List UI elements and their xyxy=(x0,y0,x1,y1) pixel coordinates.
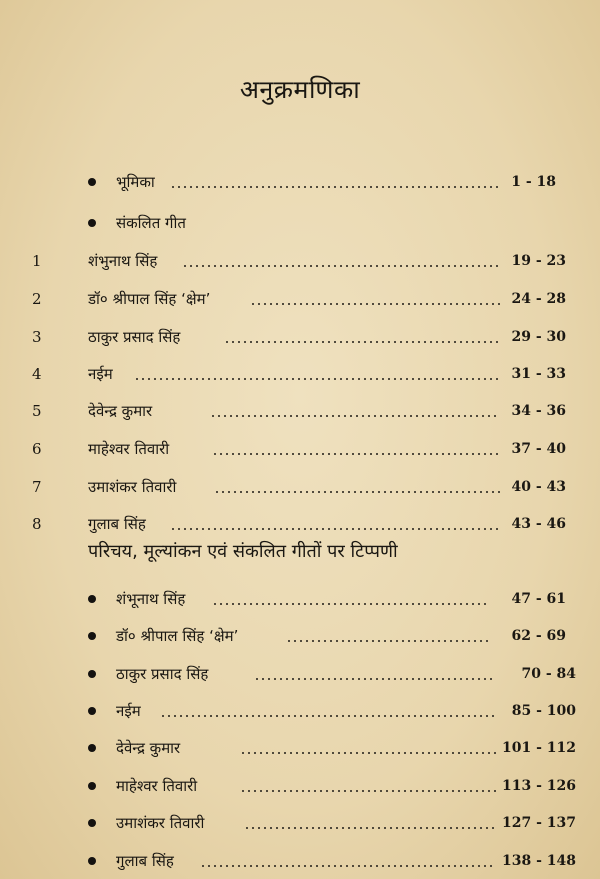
page-range: 85 - 100 xyxy=(511,703,576,719)
entry-label: देवेन्द्र कुमार xyxy=(88,402,153,420)
entry-label: संकलित गीत xyxy=(116,214,186,232)
entry-number: 7 xyxy=(32,478,42,496)
toc-entry-commentary xyxy=(0,774,600,798)
dot-leader xyxy=(160,715,496,717)
page-range: 70 - 84 xyxy=(521,666,576,682)
bullet-icon xyxy=(88,707,96,715)
page-range: 31 - 33 xyxy=(511,366,566,382)
page-range: 138 - 148 xyxy=(501,853,576,869)
entry-label: शंभुनाथ सिंह xyxy=(88,252,158,270)
toc-entry-commentary xyxy=(0,624,600,648)
dot-leader xyxy=(134,378,500,380)
bullet-icon xyxy=(88,595,96,603)
page-range: 113 - 126 xyxy=(501,778,576,794)
toc-entry-commentary xyxy=(0,811,600,835)
entry-label: नईम xyxy=(116,702,141,720)
entry-number: 2 xyxy=(32,290,42,308)
toc-entry-commentary xyxy=(0,587,600,611)
page-range: 43 - 46 xyxy=(511,516,566,532)
bullet-icon xyxy=(88,857,96,865)
bullet-icon xyxy=(88,178,96,186)
section-heading: परिचय, मूल्यांकन एवं संकलित गीतों पर टिप्पणी xyxy=(88,541,398,562)
dot-leader xyxy=(244,827,494,829)
dot-leader xyxy=(250,303,500,305)
toc-entry-intro xyxy=(0,170,600,194)
toc-entry-poet xyxy=(0,287,600,311)
toc-entry-poet xyxy=(0,437,600,461)
toc-entry-songs-heading xyxy=(0,211,600,235)
toc-entry-commentary xyxy=(0,662,600,686)
dot-leader xyxy=(214,491,500,493)
toc-entry-poet xyxy=(0,249,600,273)
entry-number: 6 xyxy=(32,440,42,458)
entry-label: गुलाब सिंह xyxy=(88,515,146,533)
entry-label: नईम xyxy=(88,365,113,383)
dot-leader xyxy=(254,678,494,680)
bullet-icon xyxy=(88,670,96,678)
toc-entry-poet xyxy=(0,325,600,349)
page-title: अनुक्रमणिका xyxy=(239,75,361,104)
dot-leader xyxy=(212,453,500,455)
page-range: 24 - 28 xyxy=(511,291,566,307)
page-range: 37 - 40 xyxy=(511,441,566,457)
entry-label: गुलाब सिंह xyxy=(116,852,174,870)
toc-entry-poet xyxy=(0,399,600,423)
bullet-icon xyxy=(88,632,96,640)
toc-entry-commentary xyxy=(0,849,600,873)
entry-label: ठाकुर प्रसाद सिंह xyxy=(88,328,181,346)
entry-label: डॉ० श्रीपाल सिंह ‘क्षेम’ xyxy=(116,627,239,645)
dot-leader xyxy=(240,790,496,792)
entry-label: शंभूनाथ सिंह xyxy=(116,590,186,608)
entry-number: 5 xyxy=(32,402,42,420)
entry-number: 4 xyxy=(32,365,42,383)
page-range: 101 - 112 xyxy=(501,740,576,756)
entry-label: माहेश्वर तिवारी xyxy=(88,440,170,458)
entry-number: 3 xyxy=(32,328,42,346)
page-range: 47 - 61 xyxy=(511,591,566,607)
toc-entry-poet xyxy=(0,475,600,499)
entry-label: डॉ० श्रीपाल सिंह ‘क्षेम’ xyxy=(88,290,211,308)
dot-leader xyxy=(210,415,500,417)
toc-entry-poet xyxy=(0,362,600,386)
toc-entry-commentary xyxy=(0,699,600,723)
page-range: 19 - 23 xyxy=(511,253,566,269)
dot-leader xyxy=(182,265,500,267)
entry-label: उमाशंकर तिवारी xyxy=(88,478,177,496)
entry-number: 8 xyxy=(32,515,42,533)
toc-entry-poet xyxy=(0,512,600,536)
bullet-icon xyxy=(88,819,96,827)
entry-number: 1 xyxy=(32,252,42,270)
dot-leader xyxy=(224,341,500,343)
entry-label: उमाशंकर तिवारी xyxy=(116,814,205,832)
dot-leader xyxy=(212,603,490,605)
dot-leader xyxy=(286,640,490,642)
page-range: 127 - 137 xyxy=(501,815,576,831)
dot-leader xyxy=(200,865,494,867)
page-range: 1 - 18 xyxy=(511,174,556,190)
dot-leader xyxy=(170,186,498,188)
entry-label: माहेश्वर तिवारी xyxy=(116,777,198,795)
page-range: 34 - 36 xyxy=(511,403,566,419)
dot-leader xyxy=(170,528,500,530)
dot-leader xyxy=(240,752,496,754)
page-range: 40 - 43 xyxy=(511,479,566,495)
bullet-icon xyxy=(88,782,96,790)
bullet-icon xyxy=(88,219,96,227)
entry-label: ठाकुर प्रसाद सिंह xyxy=(116,665,209,683)
page-range: 62 - 69 xyxy=(511,628,566,644)
bullet-icon xyxy=(88,744,96,752)
toc-entry-commentary xyxy=(0,736,600,760)
page-range: 29 - 30 xyxy=(511,329,566,345)
entry-label: देवेन्द्र कुमार xyxy=(116,739,181,757)
entry-label: भूमिका xyxy=(116,173,155,191)
